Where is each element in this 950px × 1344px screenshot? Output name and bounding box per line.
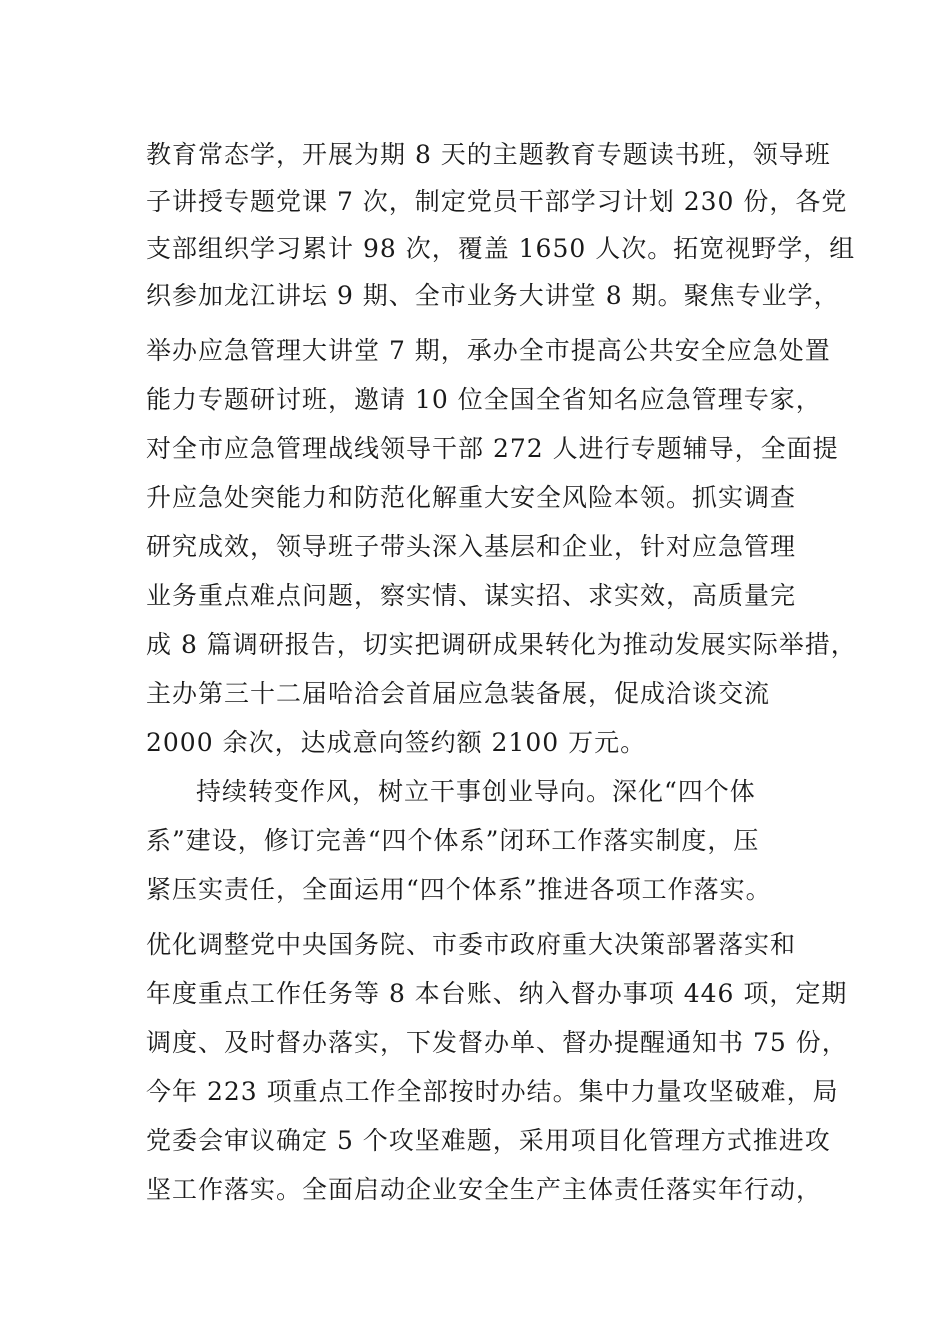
text-line: 能力专题研讨班，邀请 10 位全国全省知名应急管理专家， xyxy=(146,385,822,414)
text-line: 系”建设，修订完善“四个体系”闭环工作落实制度，压 xyxy=(146,826,760,855)
text-line: 调度、及时督办落实，下发督办单、督办提醒通知书 75 份， xyxy=(146,1028,848,1057)
text-line: 对全市应急管理战线领导干部 272 人进行专题辅导，全面提 xyxy=(146,434,839,463)
text-line: 年度重点工作任务等 8 本台账、纳入督办事项 446 项，定期 xyxy=(146,979,848,1008)
text-line: 优化调整党中央国务院、市委市政府重大决策部署落实和 xyxy=(146,930,797,959)
text-line: 坚工作落实。全面启动企业安全生产主体责任落实年行动， xyxy=(146,1175,823,1204)
text-line: 子讲授专题党课 7 次，制定党员干部学习计划 230 份，各党 xyxy=(146,187,848,216)
text-line: 支部组织学习累计 98 次，覆盖 1650 人次。拓宽视野学，组 xyxy=(146,234,856,263)
text-line: 教育常态学，开展为期 8 天的主题教育专题读书班，领导班 xyxy=(146,140,831,169)
text-line: 业务重点难点问题，察实情、谋实招、求实效，高质量完 xyxy=(146,581,797,610)
text-line: 研究成效，领导班子带头深入基层和企业，针对应急管理 xyxy=(146,532,797,561)
text-line: 2000 余次，达成意向签约额 2100 万元。 xyxy=(146,728,647,757)
text-line: 举办应急管理大讲堂 7 期，承办全市提高公共安全应急处置 xyxy=(146,336,831,365)
text-line: 党委会审议确定 5 个攻坚难题，采用项目化管理方式推进攻 xyxy=(146,1126,831,1155)
paragraph-first-line: 持续转变作风，树立干事创业导向。深化“四个体 xyxy=(196,777,756,806)
text-line: 升应急处突能力和防范化解重大安全风险本领。抓实调查 xyxy=(146,483,797,512)
text-line: 成 8 篇调研报告，切实把调研成果转化为推动发展实际举措， xyxy=(146,630,857,659)
text-line: 紧压实责任，全面运用“四个体系”推进各项工作落实。 xyxy=(146,875,772,904)
text-line: 今年 223 项重点工作全部按时办结。集中力量攻坚破难，局 xyxy=(146,1077,839,1106)
text-line: 织参加龙江讲坛 9 期、全市业务大讲堂 8 期。聚焦专业学， xyxy=(146,281,840,310)
text-line: 主办第三十二届哈洽会首届应急装备展，促成洽谈交流 xyxy=(146,679,771,708)
